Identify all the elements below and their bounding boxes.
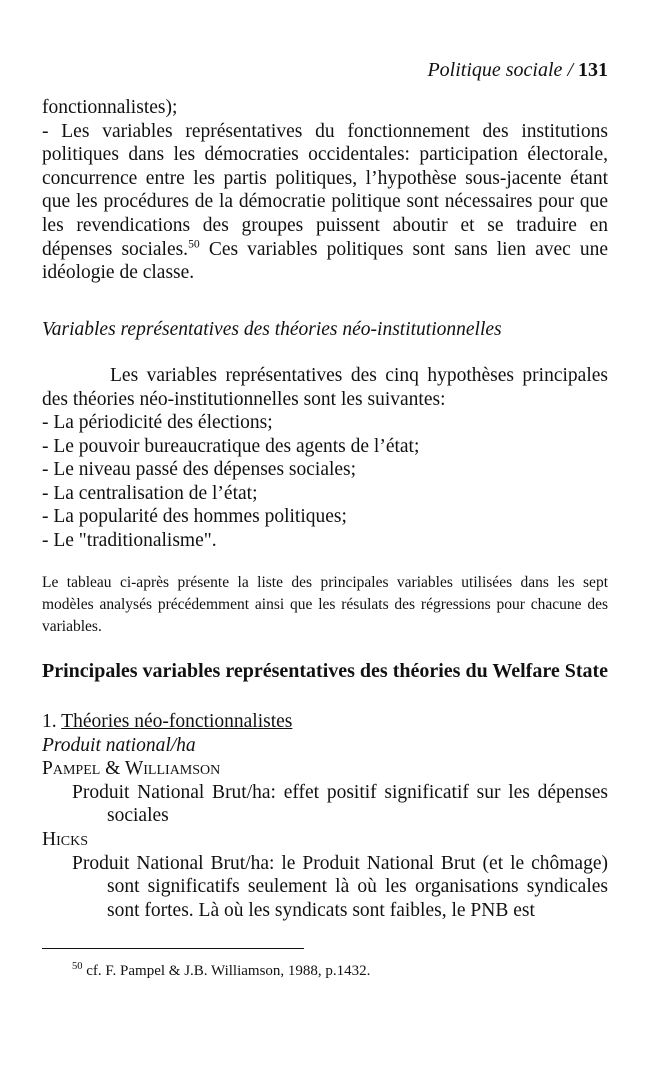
footnote bbox=[72, 962, 370, 980]
author-finding bbox=[42, 852, 608, 923]
author-name: Pampel & Williamson bbox=[42, 758, 221, 780]
hypotheses-list bbox=[42, 411, 608, 553]
section-title: Théories néo-fonctionnalistes bbox=[61, 711, 293, 732]
footnote-number: 50 bbox=[72, 961, 83, 972]
list-item: - La périodicité des élections; bbox=[42, 412, 273, 433]
list-item: - Le "traditionalisme". bbox=[42, 529, 217, 551]
author-finding bbox=[42, 781, 608, 828]
author-finding-text: Produit National Brut/ha: le Produit National Brut (et le chômage) sont significatifs seulement là où les organisations syndicales sont fortes. Là où les syndicats sont faibles, le PNB est bbox=[72, 852, 608, 921]
paragraph-table-intro: Le tableau ci-après présente la liste des principales variables utilisées dans les sept modèles analysés précédemment ainsi que les résulats des régressions pour chacune des variables. bbox=[42, 574, 608, 635]
paragraph-text-continued: Ces variables politiques sont sans lien avec une idéologie de classe. bbox=[42, 238, 608, 284]
section-heading: Principales variables représentatives des théories du Welfare State bbox=[42, 660, 609, 682]
section-neo-functionalist bbox=[42, 710, 608, 922]
list-item: - La popularité des hommes politiques; bbox=[42, 506, 347, 528]
running-head-separator: / bbox=[562, 59, 578, 81]
paragraph-institutions bbox=[42, 96, 608, 285]
paragraph-first-line: fonctionnalistes); bbox=[42, 97, 178, 118]
section-title-line bbox=[42, 710, 608, 734]
variable-name: Produit national/ha bbox=[42, 734, 196, 756]
author-name: Hicks bbox=[42, 828, 88, 850]
author-finding-text: Produit National Brut/ha: effet positif significatif sur les dépenses sociales bbox=[72, 781, 608, 827]
footnote-reference[interactable]: 50 bbox=[188, 237, 200, 251]
running-head-title: Politique sociale bbox=[427, 59, 563, 81]
list-item: - Le niveau passé des dépenses sociales; bbox=[42, 459, 357, 481]
footnote-divider bbox=[42, 948, 304, 949]
paragraph-body bbox=[42, 120, 608, 285]
page-number: 131 bbox=[578, 59, 608, 81]
subheading-neo-institutional: Variables représentatives des théories néo-institutionnelles bbox=[42, 319, 502, 340]
list-item: - La centralisation de l’état; bbox=[42, 482, 258, 504]
footnote-text: cf. F. Pampel & J.B. Williamson, 1988, p.1432. bbox=[82, 963, 371, 979]
paragraph-neo-institutional bbox=[42, 364, 608, 411]
list-item: - Le pouvoir bureaucratique des agents de l’état; bbox=[42, 435, 420, 457]
paragraph-text: - Les variables représentatives du fonctionnement des institutions politiques dans les démocraties occidentales: participation électorale, concurrence entre les partis politiques, l’hypothèse sous-jacente étant que les procédures de la démocratie politique sont nécessaires pour que les revendications des groupes puissent aboutir et se traduire en dépenses sociales. bbox=[42, 120, 608, 260]
section-number: 1. bbox=[42, 711, 62, 732]
running-head bbox=[427, 58, 608, 82]
paragraph-neo-text: Les variables représentatives des cinq hypothèses principales des théories néo-institutionnelles sont les suivantes: bbox=[42, 365, 608, 410]
